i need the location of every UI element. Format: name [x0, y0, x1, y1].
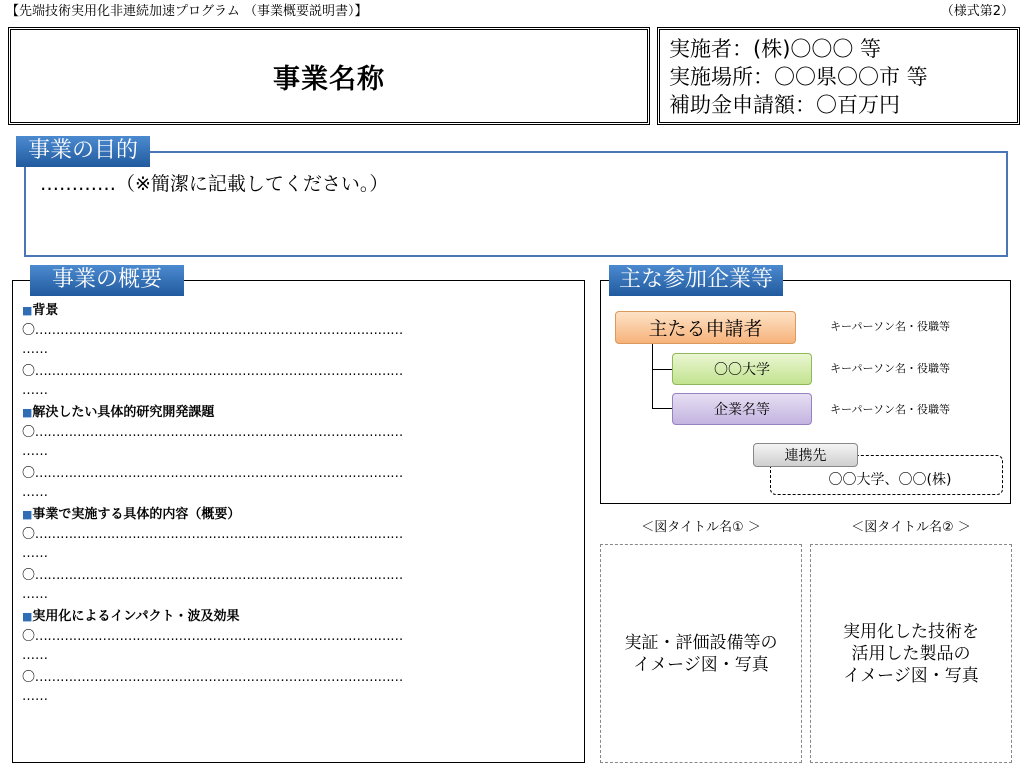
bullet-continuation: …… [22, 342, 48, 357]
org-tree-branch [652, 369, 672, 370]
main-applicant-box: 主たる申請者 [615, 311, 796, 344]
implementer-info-box [657, 27, 1020, 125]
overview-section-heading [22, 607, 578, 627]
bullet-continuation: …… [22, 485, 48, 500]
location-line: 実施場所：〇〇県〇〇市 等 [669, 65, 928, 89]
university-box: 〇〇大学 [672, 353, 812, 385]
document-header-title: 【先端技術実用化非連続加速プログラム （事業概要説明書）】 [6, 4, 368, 19]
bullet-line: 〇…………………………………………………………………………… [22, 323, 404, 338]
square-bullet-icon: ■ [22, 508, 33, 521]
form-number: （様式第2） [940, 4, 1014, 19]
heading-text: 事業で実施する具体的内容（概要） [32, 507, 241, 522]
purpose-text: …………（※簡潔に記載してください。） [40, 173, 389, 195]
project-name: 事業名称 [273, 63, 385, 95]
bullet-continuation: …… [22, 689, 48, 704]
heading-text: 背景 [32, 303, 59, 318]
bullet-line: 〇…………………………………………………………………………… [22, 466, 404, 481]
purpose-box [24, 151, 1008, 257]
company-box: 企業名等 [672, 393, 812, 425]
implementer-line: 実施者：(株)〇〇〇 等 [669, 37, 882, 61]
key-person-label: キーパーソン名・役職等 [830, 362, 951, 375]
bullet-continuation: …… [22, 587, 48, 602]
bullet-continuation: …… [22, 444, 48, 459]
bullet-line: 〇…………………………………………………………………………… [22, 425, 404, 440]
overview-section-heading [22, 403, 578, 423]
figure-placeholder-text: 実証・評価設備等の [624, 632, 778, 653]
overview-label: 事業の概要 [30, 265, 184, 296]
figure-placeholder-text: イメージ図・写真 [843, 665, 979, 686]
square-bullet-icon: ■ [22, 406, 33, 419]
figure-1-title: ＜図タイトル名① ＞ [641, 520, 761, 535]
collaboration-text: 〇〇大学、〇〇(株) [828, 472, 952, 488]
heading-text: 解決したい具体的研究開発課題 [32, 405, 215, 420]
overview-section-heading [22, 301, 578, 321]
purpose-label: 事業の目的 [16, 136, 150, 167]
key-person-label: キーパーソン名・役職等 [830, 320, 951, 333]
bullet-continuation: …… [22, 648, 48, 663]
bullet-line: 〇…………………………………………………………………………… [22, 670, 404, 685]
heading-text: 実用化によるインパクト・波及効果 [32, 609, 240, 624]
org-tree-branch [652, 408, 672, 409]
bullet-line: 〇…………………………………………………………………………… [22, 629, 404, 644]
bullet-continuation: …… [22, 546, 48, 561]
bullet-continuation: …… [22, 383, 48, 398]
partners-label: 主な参加企業等 [609, 265, 783, 296]
overview-content [22, 301, 578, 709]
bullet-line: 〇…………………………………………………………………………… [22, 527, 404, 542]
figure-2-title: ＜図タイトル名② ＞ [851, 520, 971, 535]
org-tree-connector [652, 344, 653, 408]
square-bullet-icon: ■ [22, 304, 33, 317]
key-person-label: キーパーソン名・役職等 [830, 403, 951, 416]
bullet-line: 〇…………………………………………………………………………… [22, 568, 404, 583]
collaboration-label: 連携先 [753, 443, 858, 467]
bullet-line: 〇…………………………………………………………………………… [22, 364, 404, 379]
figure-1-placeholder [600, 544, 802, 763]
overview-section-heading [22, 505, 578, 525]
figure-placeholder-text: イメージ図・写真 [633, 654, 769, 675]
figure-placeholder-text: 実用化した技術を [843, 621, 979, 642]
subsidy-line: 補助金申請額：〇百万円 [669, 93, 900, 117]
square-bullet-icon: ■ [22, 610, 33, 623]
project-name-box [8, 27, 650, 125]
figure-placeholder-text: 活用した製品の [851, 643, 971, 664]
figure-2-placeholder [810, 544, 1012, 763]
